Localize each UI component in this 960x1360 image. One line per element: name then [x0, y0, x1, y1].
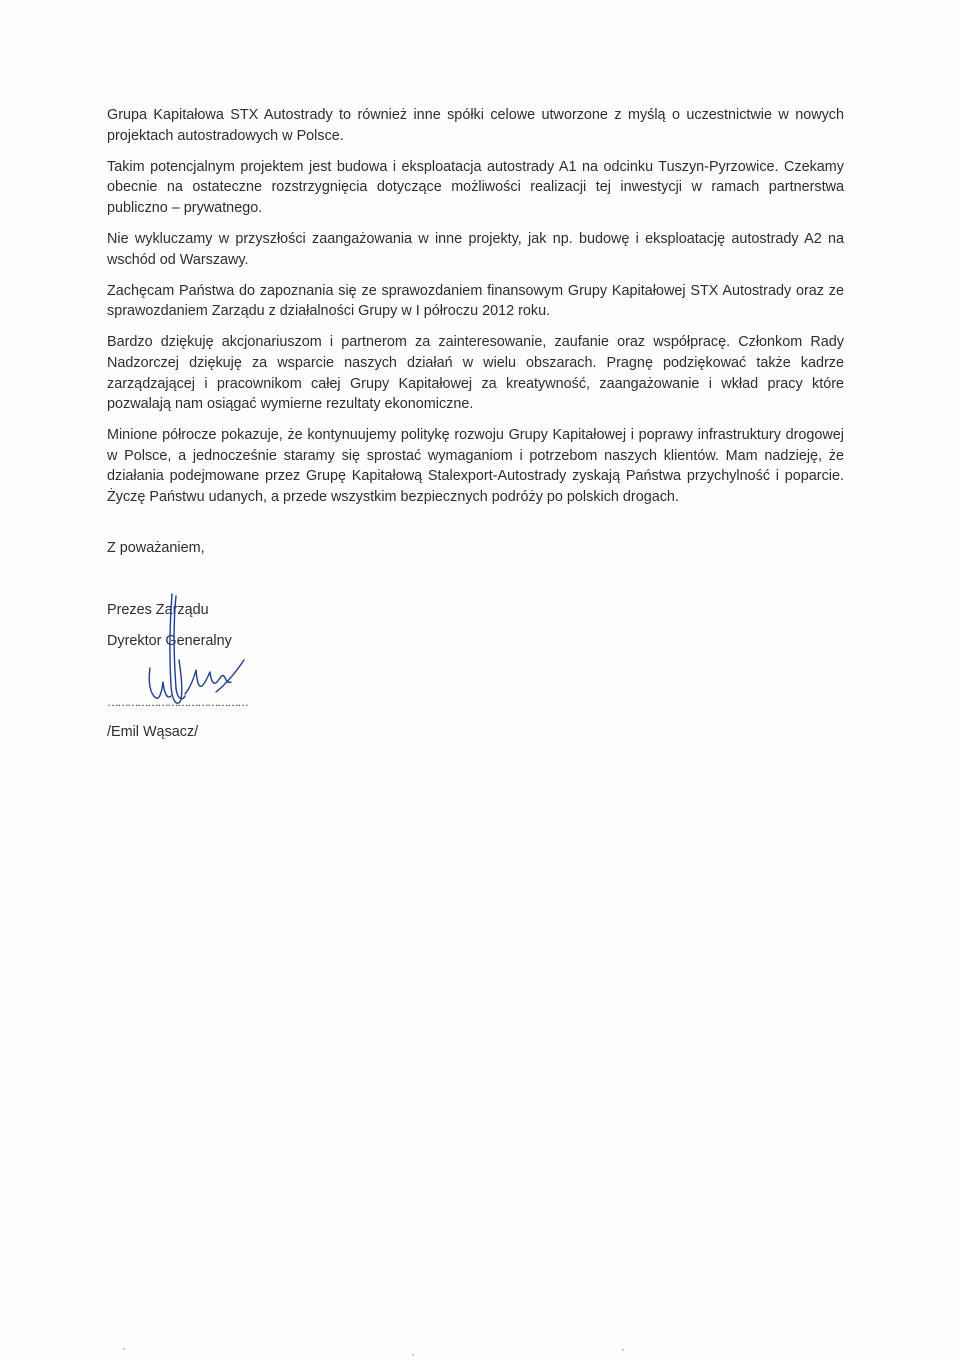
- scan-speck: [123, 1348, 125, 1350]
- letter-body: [107, 105, 844, 518]
- scan-speck: [622, 1349, 624, 1351]
- paragraph-thanks: Bardzo dziękuję akcjonariuszom i partnerom za zainteresowanie, zaufanie oraz współpracę. Członkom Rady Nadzorczej dziękuję za wsparcie naszych działań w wielu obszarach. Pragnę podziękować także kadrze zarządzającej i pracownikom całej Grupy Kapitałowej za kreatywność, zaangażowanie i wkład pracy które pozwalają nam osiągać wymierne rezultaty ekonomiczne.: [107, 334, 844, 413]
- signature-block: [107, 598, 407, 748]
- paragraph-subsidiaries: Grupa Kapitałowa STX Autostrady to również inne spółki celowe utworzone z myślą o uczestnictwie w nowych projektach autostradowych w Polsce.: [107, 107, 844, 144]
- closing-salutation: Z poważaniem,: [107, 540, 205, 556]
- paragraph-a2-project: Nie wykluczamy w przyszłości zaangażowania w inne projekty, jak np. budowę i eksploatację autostrady A2 na wschód od Warszawy.: [107, 230, 844, 268]
- scan-speck: [412, 1354, 414, 1356]
- signatory-title-president: Prezes Zarządu: [107, 602, 209, 618]
- paragraph-financial-report: Zachęcam Państwa do zapoznania się ze sprawozdaniem finansowym Grupy Kapitałowej STX Autostrady oraz ze sprawozdaniem Zarządu z działalności Grupy w I półroczu 2012 roku.: [107, 282, 844, 320]
- signatory-title-director: Dyrektor Generalny: [107, 633, 232, 649]
- paragraph-summary: Minione półrocze pokazuje, że kontynuujemy politykę rozwoju Grupy Kapitałowej i poprawy infrastruktury drogowej w Polsce, a jednocześnie staramy się sprostać wymaganiom i potrzebom naszych klientów. Mam nadzieję, że działania podejmowane przez Grupę Kapitałową Stalexport-Autostrady zyskają Państwa przychylność i poparcie. Życzę Państwu udanych, a przede wszystkim bezpiecznych podróży po polskich drogach.: [107, 427, 844, 505]
- paragraph-a1-project: Takim potencjalnym projektem jest budowa i eksploatacja autostrady A1 na odcinku Tuszyn-Pyrzowice. Czekamy obecnie na ostateczne rozstrzygnięcia dotyczące możliwości realizacji tej inwestycji w ramach partnerstwa publiczno – prywatnego.: [107, 158, 844, 216]
- signature-dotted-line: ……………………………………: [107, 695, 247, 709]
- signatory-name: /Emil Wąsacz/: [107, 724, 199, 740]
